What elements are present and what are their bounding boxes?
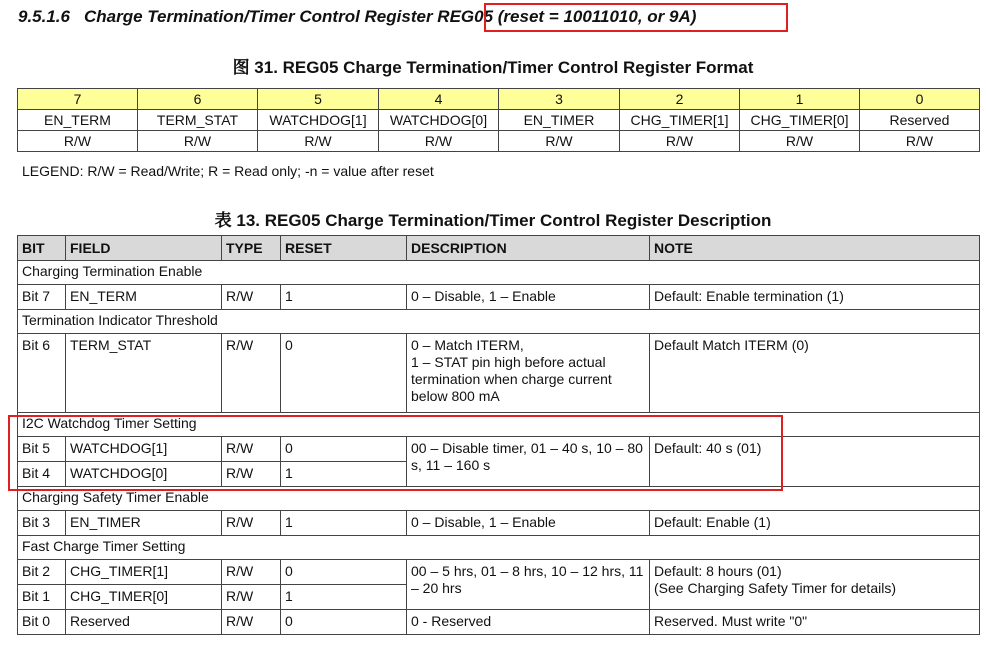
register-description-table: [17, 235, 980, 635]
reset-cell: 0: [281, 437, 407, 462]
reset-cell: 0: [281, 334, 407, 413]
note-cell: Reserved. Must write "0": [650, 610, 980, 635]
field-cell: Reserved: [66, 610, 222, 635]
access-cell: R/W: [860, 131, 980, 152]
bit-cell: Bit 0: [18, 610, 66, 635]
field-cell: WATCHDOG[0]: [379, 110, 499, 131]
group-row: [18, 536, 980, 560]
bit-cell: 2: [620, 89, 740, 110]
group-row: [18, 487, 980, 511]
header-description: DESCRIPTION: [407, 236, 650, 261]
field-cell: CHG_TIMER[0]: [66, 585, 222, 610]
reset-cell: 1: [281, 511, 407, 536]
header-type: TYPE: [222, 236, 281, 261]
description-line: 1 – STAT pin high before actual termination when charge current below 800 mA: [411, 354, 612, 404]
field-cell: TERM_STAT: [66, 334, 222, 413]
field-cell: WATCHDOG[0]: [66, 462, 222, 487]
description-cell: 0 – Disable, 1 – Enable: [407, 285, 650, 310]
header-bit: BIT: [18, 236, 66, 261]
group-label: Fast Charge Timer Setting: [18, 536, 980, 560]
field-cell: CHG_TIMER[0]: [740, 110, 860, 131]
header-row: [18, 236, 980, 261]
bit-number-row: [18, 89, 980, 110]
register-highlight-box: [484, 3, 788, 32]
table-row: [18, 437, 980, 462]
section-highlight-text: REG05 (reset = 10011010, or 9A): [437, 7, 697, 26]
description-cell: [407, 334, 650, 413]
type-cell: R/W: [222, 560, 281, 585]
reset-cell: 0: [281, 610, 407, 635]
reset-cell: 1: [281, 285, 407, 310]
reset-cell: 1: [281, 462, 407, 487]
type-cell: R/W: [222, 285, 281, 310]
access-cell: R/W: [379, 131, 499, 152]
legend-text: LEGEND: R/W = Read/Write; R = Read only; -n = value after reset: [22, 163, 434, 179]
bit-cell: Bit 2: [18, 560, 66, 585]
access-cell: R/W: [740, 131, 860, 152]
field-cell: EN_TERM: [18, 110, 138, 131]
description-cell: 0 - Reserved: [407, 610, 650, 635]
access-cell: R/W: [258, 131, 379, 152]
section-title: Charge Termination/Timer Control Register: [84, 7, 433, 26]
type-cell: R/W: [222, 585, 281, 610]
access-cell: R/W: [18, 131, 138, 152]
bit-cell: 0: [860, 89, 980, 110]
field-cell: EN_TIMER: [66, 511, 222, 536]
table-row: [18, 334, 980, 413]
group-row: [18, 261, 980, 285]
bit-cell: 4: [379, 89, 499, 110]
field-cell: TERM_STAT: [138, 110, 258, 131]
type-cell: R/W: [222, 610, 281, 635]
description-cell: 00 – Disable timer, 01 – 40 s, 10 – 80 s, 11 – 160 s: [407, 437, 650, 487]
group-label: Termination Indicator Threshold: [18, 310, 980, 334]
field-cell: Reserved: [860, 110, 980, 131]
bit-cell: 5: [258, 89, 379, 110]
reset-cell: 1: [281, 585, 407, 610]
note-cell: [650, 560, 980, 610]
group-label: I2C Watchdog Timer Setting: [18, 413, 980, 437]
field-cell: CHG_TIMER[1]: [620, 110, 740, 131]
bit-cell: Bit 1: [18, 585, 66, 610]
access-cell: R/W: [138, 131, 258, 152]
description-line: 0 – Match ITERM,: [411, 337, 524, 353]
table-row: [18, 511, 980, 536]
section-number: 9.5.1.6: [18, 7, 70, 26]
type-cell: R/W: [222, 462, 281, 487]
type-cell: R/W: [222, 437, 281, 462]
field-cell: CHG_TIMER[1]: [66, 560, 222, 585]
table-row: [18, 285, 980, 310]
bit-cell: Bit 4: [18, 462, 66, 487]
reset-cell: 0: [281, 560, 407, 585]
access-cell: R/W: [499, 131, 620, 152]
field-cell: EN_TERM: [66, 285, 222, 310]
note-cell: Default: 40 s (01): [650, 437, 980, 487]
field-name-row: [18, 110, 980, 131]
bit-cell: 1: [740, 89, 860, 110]
header-field: FIELD: [66, 236, 222, 261]
field-cell: EN_TIMER: [499, 110, 620, 131]
header-note: NOTE: [650, 236, 980, 261]
note-line: (See Charging Safety Timer for details): [654, 580, 896, 596]
group-label: Charging Termination Enable: [18, 261, 980, 285]
bit-cell: Bit 7: [18, 285, 66, 310]
figure-title: 图 31. REG05 Charge Termination/Timer Control Register Format: [232, 58, 754, 77]
description-cell: 00 – 5 hrs, 01 – 8 hrs, 10 – 12 hrs, 11 – 20 hrs: [407, 560, 650, 610]
note-line: Default: 8 hours (01): [654, 563, 782, 579]
table-row: [18, 610, 980, 635]
bit-cell: 3: [499, 89, 620, 110]
bit-cell: 6: [138, 89, 258, 110]
group-label: Charging Safety Timer Enable: [18, 487, 980, 511]
bit-cell: Bit 6: [18, 334, 66, 413]
field-cell: WATCHDOG[1]: [66, 437, 222, 462]
group-row: [18, 310, 980, 334]
group-row: [18, 413, 980, 437]
access-row: [18, 131, 980, 152]
bit-cell: Bit 5: [18, 437, 66, 462]
note-cell: Default: Enable (1): [650, 511, 980, 536]
note-cell: Default Match ITERM (0): [650, 334, 980, 413]
bit-cell: 7: [18, 89, 138, 110]
type-cell: R/W: [222, 511, 281, 536]
table-title: 表 13. REG05 Charge Termination/Timer Control Register Description: [214, 211, 772, 230]
description-cell: 0 – Disable, 1 – Enable: [407, 511, 650, 536]
note-cell: Default: Enable termination (1): [650, 285, 980, 310]
register-format-table: [17, 88, 980, 152]
field-cell: WATCHDOG[1]: [258, 110, 379, 131]
access-cell: R/W: [620, 131, 740, 152]
bit-cell: Bit 3: [18, 511, 66, 536]
header-reset: RESET: [281, 236, 407, 261]
table-row: [18, 560, 980, 585]
type-cell: R/W: [222, 334, 281, 413]
